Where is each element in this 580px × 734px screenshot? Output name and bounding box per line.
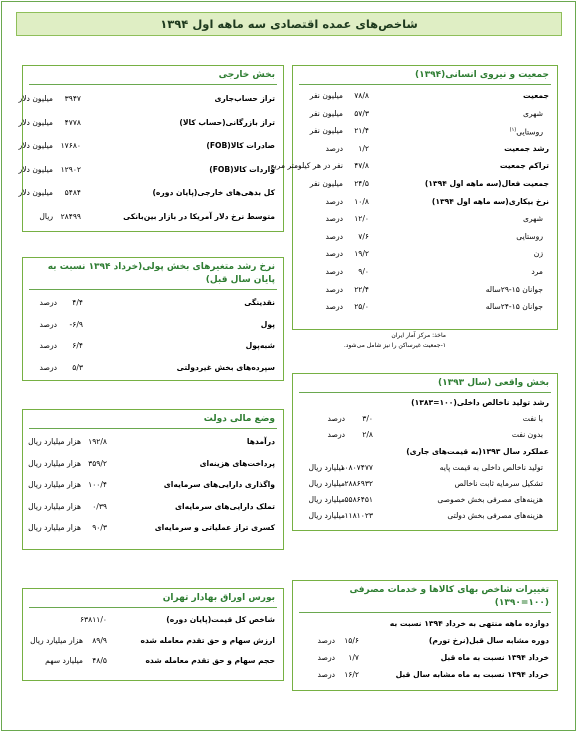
table-row — [18, 111, 283, 135]
consumer-price-rows — [293, 615, 557, 683]
table-row — [23, 610, 283, 631]
row-label: رشد تولید ناخالص داخلی(۱۰۰=۱۳۸۳) — [411, 398, 549, 407]
consumer-price-heading: تغییرات شاخص بهای کالاها و خدمات مصرفی — [349, 585, 549, 595]
table-row — [23, 357, 283, 379]
table-row — [293, 298, 557, 316]
table-row — [293, 228, 557, 246]
row-label: نقدینگی — [244, 298, 275, 307]
table-row — [293, 210, 557, 228]
row-unit: نفر در هر کیلومتر مربع — [270, 161, 343, 171]
row-value: ۲/۸ — [362, 430, 373, 440]
foreign-sector-heading: بخش خارجی — [218, 70, 275, 80]
stock-exchange-heading: بورس اوراق بهادار تهران — [162, 593, 275, 603]
fiscal-heading: وضع مالی دولت — [203, 414, 275, 424]
row-unit: درصد — [327, 414, 345, 424]
row-unit: میلیون دلار — [18, 188, 53, 197]
row-label: کسری تراز عملیاتی و سرمایه‌ای — [154, 523, 275, 533]
row-value: ۵۷/۳ — [354, 108, 369, 118]
table-row — [293, 649, 557, 666]
row-unit: هزار میلیارد ریال — [28, 501, 81, 511]
row-unit: درصد — [317, 653, 335, 662]
row-value: ۱۷۶۸۰ — [60, 141, 81, 150]
row-value: ۵/۳ — [72, 362, 83, 372]
table-row — [293, 105, 557, 123]
row-unit: درصد — [325, 214, 343, 224]
row-value: ۳/۰ — [362, 414, 373, 424]
fiscal-rows — [23, 431, 283, 539]
table-row — [293, 444, 557, 460]
row-label: تراز بازرگانی(حساب کالا) — [179, 117, 275, 127]
row-label: خرداد ۱۳۹۴ نسبت به ماه قبل — [440, 653, 549, 662]
heading-divider — [29, 84, 277, 85]
row-value: ۲۵/۰ — [354, 302, 369, 312]
table-row — [293, 615, 557, 632]
footnote-marker: (۱) — [509, 127, 517, 134]
fiscal-panel — [22, 409, 284, 550]
row-label: بدون نفت — [511, 430, 543, 440]
row-value: ۶/۴ — [72, 341, 83, 350]
monetary-rows — [23, 292, 283, 378]
table-row — [23, 292, 283, 314]
row-unit: میلیارد ریال — [308, 495, 345, 505]
row-label: صادرات کالا(FOB) — [206, 141, 275, 150]
row-value: ۴۸/۵ — [92, 656, 107, 665]
heading-divider — [299, 392, 551, 393]
row-unit: درصد — [325, 143, 343, 153]
row-value: ۳۹۴۷ — [64, 94, 81, 103]
table-row — [23, 314, 283, 336]
table-row — [293, 508, 557, 524]
consumer-price-panel — [292, 580, 558, 691]
row-unit: هزار میلیارد ریال — [28, 480, 81, 490]
row-unit: درصد — [325, 284, 343, 294]
row-label: سپرده‌های بخش غیردولتی — [176, 362, 275, 372]
table-row — [23, 431, 283, 453]
row-label: روستایی$^{(۱)}$ — [509, 127, 543, 137]
row-unit: هزار میلیارد ریال — [30, 635, 83, 645]
row-unit: هزار میلیارد ریال — [28, 523, 81, 533]
row-unit: درصد — [39, 298, 57, 307]
table-row — [293, 175, 557, 193]
row-label: با نفت — [522, 414, 543, 424]
row-unit: میلیون دلار — [18, 94, 53, 103]
row-unit: ریال — [39, 211, 53, 221]
row-value: ۲۱/۴ — [354, 126, 369, 136]
row-label: شاخص کل قیمت(پایان دوره) — [166, 615, 275, 624]
source-note: ماخذ: مرکز آمار ایران — [391, 332, 446, 339]
row-unit: میلیون دلار — [18, 141, 53, 150]
footnote-text: ۱-جمعیت غیرساکن را نیز شامل می‌شود. — [343, 342, 446, 349]
row-unit: هزار میلیارد ریال — [28, 437, 81, 446]
row-value: ۴۷۷۸ — [64, 117, 81, 127]
table-row — [23, 517, 283, 539]
row-unit: درصد — [327, 430, 345, 440]
row-unit: هزار میلیارد ریال — [28, 458, 81, 468]
table-row — [293, 87, 557, 105]
row-label: عملکرد سال ۱۳۹۳(به قیمت‌های جاری) — [406, 446, 549, 456]
table-row — [293, 395, 557, 411]
row-label: تولید ناخالص داخلی به قیمت پایه — [439, 462, 543, 472]
population-rows — [270, 87, 557, 316]
heading-divider — [29, 607, 277, 608]
population-heading: جمعیت و نیروی انسانی(۱۳۹۴) — [415, 70, 549, 80]
stock-exchange-panel — [22, 588, 284, 681]
row-value: ۹۰/۳ — [92, 523, 107, 533]
row-label: درآمدها — [246, 437, 275, 446]
table-row — [23, 496, 283, 518]
row-unit: درصد — [325, 302, 343, 312]
foreign-sector-rows — [18, 87, 283, 228]
table-row — [293, 411, 557, 427]
row-unit: درصد — [325, 196, 343, 206]
row-unit: میلیارد سهم — [45, 656, 83, 665]
row-value: ۱۹/۲ — [354, 249, 369, 259]
row-label: واگذاری دارایی‌های سرمایه‌ای — [163, 480, 275, 490]
row-unit: درصد — [325, 231, 343, 241]
row-value: ۴۷/۸ — [354, 161, 369, 171]
row-label: جوانان ۱۵-۲۹ساله — [485, 284, 543, 294]
row-label: خرداد ۱۳۹۴ نسبت به ماه مشابه سال قبل — [395, 670, 549, 679]
table-row — [293, 281, 557, 299]
row-value: -۶/۹ — [69, 319, 83, 329]
table-row — [18, 87, 283, 111]
row-unit: درصد — [39, 362, 57, 372]
row-unit: درصد — [325, 266, 343, 276]
row-unit: میلیارد ریال — [308, 511, 345, 521]
row-label: هزینه‌های مصرفی بخش دولتی — [447, 511, 543, 521]
row-label: شبه‌پول — [245, 341, 275, 350]
row-value: ۲۸۸۶۹۳۲ — [344, 478, 373, 488]
row-value: ۱/۲ — [358, 143, 369, 153]
row-label: دوازده ماهه منتهی به خرداد ۱۳۹۴ نسبت به — [389, 619, 549, 628]
row-label: شهری — [523, 108, 543, 118]
table-row — [293, 476, 557, 492]
row-label: دوره مشابه سال قبل(نرخ تورم) — [428, 636, 549, 645]
heading-divider — [299, 84, 551, 85]
heading-divider — [299, 612, 551, 613]
row-unit: میلیون نفر — [309, 108, 343, 118]
row-value: ۹/۰ — [358, 266, 369, 276]
row-label: جمعیت فعال(سه ماهه اول ۱۳۹۴) — [424, 178, 549, 188]
row-unit: درصد — [317, 670, 335, 679]
table-row — [293, 245, 557, 263]
row-value: ۷/۶ — [358, 231, 369, 241]
row-unit: میلیارد ریال — [308, 462, 345, 472]
table-row — [23, 453, 283, 475]
row-value: ۱۲/۰ — [354, 214, 369, 224]
row-label: نرخ بیکاری(سه ماهه اول ۱۳۹۴) — [431, 196, 549, 206]
real-sector-heading: بخش واقعی (سال ۱۳۹۳) — [437, 378, 549, 388]
table-row — [18, 158, 283, 182]
row-unit: میلیون دلار — [18, 164, 53, 174]
row-label: رشد جمعیت — [504, 143, 549, 153]
table-row — [23, 631, 283, 652]
row-value: ۲۲/۴ — [354, 284, 369, 294]
population-panel — [270, 65, 558, 330]
row-value: ۱۰/۸ — [354, 196, 369, 206]
row-label: پول — [260, 319, 275, 329]
row-unit: درصد — [39, 319, 57, 329]
row-label: تملک دارایی‌های سرمایه‌ای — [175, 501, 275, 511]
page-title: شاخص‌های عمده اقتصادی سه ماهه اول ۱۳۹۴ — [16, 12, 562, 36]
table-row — [23, 335, 283, 357]
row-unit: درصد — [325, 249, 343, 259]
row-label: حجم سهام و حق تقدم معامله شده — [145, 656, 275, 665]
row-value: ۱۱۸۱۰۲۳ — [344, 511, 373, 521]
row-label: جوانان ۱۵-۲۴ساله — [485, 302, 543, 312]
table-row — [293, 263, 557, 281]
row-value: ۶۳۸۱۱/۰ — [79, 615, 107, 624]
row-value: ۲۸۴۹۹ — [60, 211, 81, 221]
row-label: کل بدهی‌های خارجی(پایان دوره) — [152, 188, 275, 197]
heading-divider — [29, 289, 277, 290]
heading-divider — [29, 428, 277, 429]
table-row — [293, 632, 557, 649]
real-sector-panel — [292, 373, 558, 531]
row-label: پرداخت‌های هزینه‌ای — [199, 458, 275, 468]
row-label: روستایی — [516, 231, 543, 241]
foreign-sector-panel — [18, 65, 284, 232]
row-label: مرد — [531, 266, 543, 276]
table-row — [270, 157, 557, 175]
row-label: شهری — [523, 214, 543, 224]
row-unit: درصد — [317, 636, 335, 645]
stock-exchange-rows — [23, 610, 283, 672]
row-value: ۵۵۸۶۴۵۱ — [344, 495, 373, 505]
row-unit: میلیارد ریال — [308, 478, 345, 488]
monetary-panel — [22, 257, 284, 381]
row-value: ۰/۳۹ — [92, 501, 107, 511]
table-row — [23, 651, 283, 672]
monetary-heading: نرخ رشد متغیرهای بخش پولی(خرداد ۱۳۹۴ نسبت به پایان سال قبل) — [47, 262, 275, 285]
consumer-price-subheading: (۱۰۰=۱۳۹۰) — [494, 598, 549, 608]
row-label: زن — [533, 249, 543, 259]
table-row — [293, 666, 557, 683]
row-label: جمعیت — [523, 91, 549, 100]
population-footnote — [286, 331, 446, 351]
row-value: ۱۵/۶ — [344, 636, 359, 645]
row-value: ۸۹/۹ — [92, 635, 107, 645]
row-value: ۳۵۹/۲ — [88, 458, 107, 468]
table-row — [293, 140, 557, 158]
row-value: ۱/۷ — [348, 653, 359, 662]
table-row — [23, 205, 283, 229]
row-unit: میلیون دلار — [18, 117, 53, 127]
table-row — [23, 474, 283, 496]
row-label: تراز حساب‌جاری — [214, 94, 275, 103]
row-value: ۱۶/۲ — [344, 670, 359, 679]
real-sector-rows — [293, 395, 557, 525]
row-unit: درصد — [39, 341, 57, 350]
row-unit: میلیون نفر — [309, 91, 343, 100]
table-row — [293, 193, 557, 211]
row-label: واردات کالا(FOB) — [209, 164, 275, 174]
row-label: تشکیل سرمایه ثابت ناخالص — [454, 478, 543, 488]
table-row — [293, 492, 557, 508]
row-value: ۴/۴ — [72, 298, 83, 307]
table-row — [293, 427, 557, 443]
row-value: ۱۲۹۰۲ — [60, 164, 81, 174]
row-value: ۷۸/۸ — [354, 91, 369, 100]
row-unit: میلیون نفر — [309, 178, 343, 188]
row-value: ۱۰۰/۴ — [88, 480, 107, 490]
table-row — [293, 122, 557, 140]
row-label: تراکم جمعیت — [499, 161, 549, 171]
row-value: ۲۴/۵ — [354, 178, 369, 188]
row-label: ارزش سهام و حق تقدم معامله شده — [140, 635, 275, 645]
row-value: ۵۴۸۴ — [64, 188, 81, 197]
row-label: هزینه‌های مصرفی بخش خصوصی — [437, 495, 543, 505]
row-value: ۱۹۲/۸ — [88, 437, 107, 446]
table-row — [293, 460, 557, 476]
table-row — [18, 181, 283, 205]
row-value: ۱۰۸۰۷۴۷۷ — [340, 462, 373, 472]
table-row — [18, 134, 283, 158]
row-label: متوسط نرخ دلار آمریکا در بازار بین‌بانکی — [123, 211, 275, 221]
row-unit: میلیون نفر — [309, 126, 343, 136]
